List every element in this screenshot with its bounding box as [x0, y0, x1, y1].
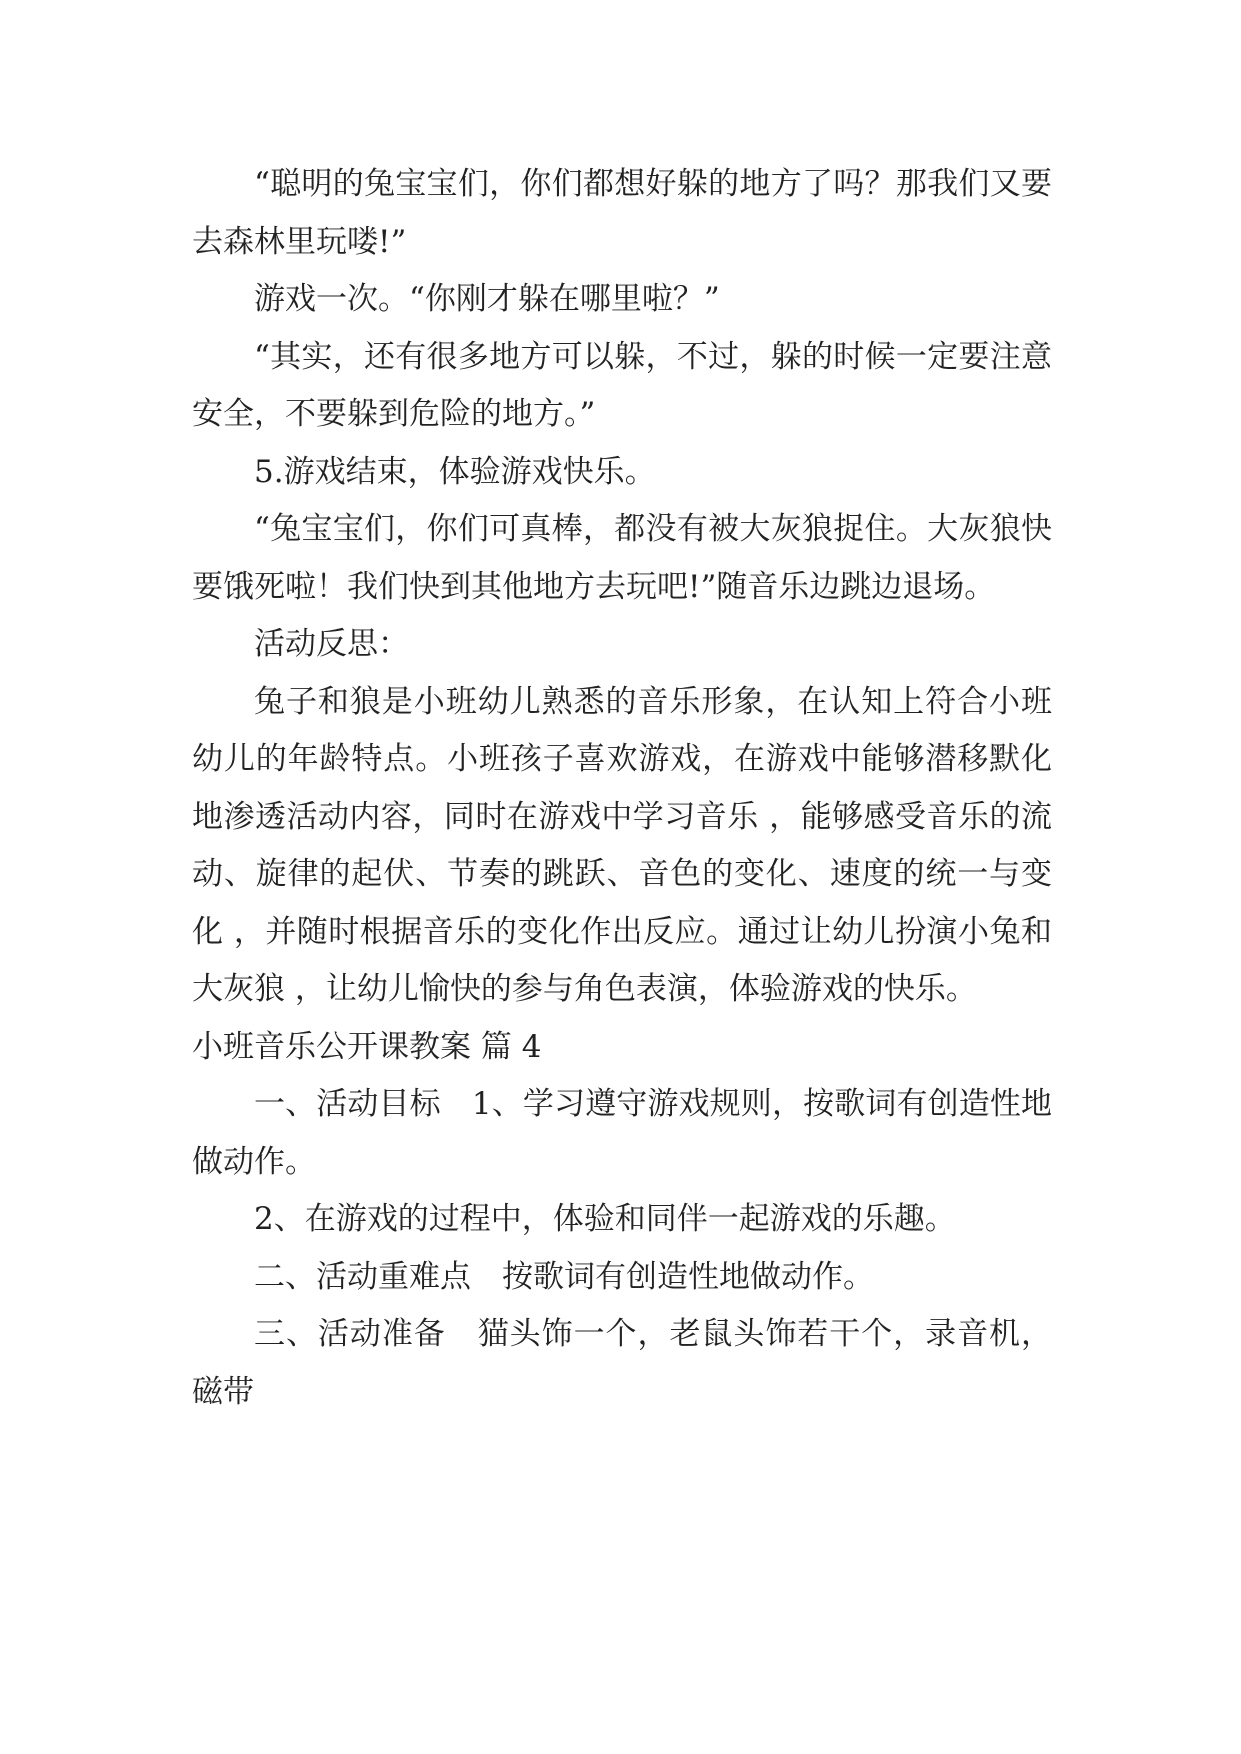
paragraph-3: “其实，还有很多地方可以躲，不过，躲的时候一定要注意安全，不要躲到危险的地方。” [192, 338, 1052, 432]
section-paragraph-3: 二、活动重难点 按歌词有创造性地做动作。 [254, 1258, 874, 1295]
paragraph-reflection-title: 活动反思： [254, 626, 409, 662]
paragraph-4: 5.游戏结束，体验游戏快乐。 [254, 453, 656, 490]
section-heading: 小班音乐公开课教案 篇 4 [192, 1028, 542, 1065]
paragraph-2: 游戏一次。“你刚才躲在哪里啦？” [254, 281, 720, 317]
section-paragraph-2: 2、在游戏的过程中，体验和同伴一起游戏的乐趣。 [254, 1201, 956, 1237]
paragraph-reflection-body: 兔子和狼是小班幼儿熟悉的音乐形象，在认知上符合小班幼儿的年龄特点。小班孩子喜欢游戏，在游戏中能够潜移默化地渗透活动内容，同时在游戏中学习音乐 ，能够感受音乐的流动、旋律的起伏、节奏的跳跃、音色的变化、速度的统一与变化 ，并随时根据音乐的变化作出反应。通过让幼儿扮演小兔和大灰狼 ，让幼儿愉快的参与角色表演，体验游戏的快乐。 [192, 683, 1052, 1007]
paragraph-1: “聪明的兔宝宝们，你们都想好躲的地方了吗？那我们又要去森林里玩喽!” [192, 166, 1052, 260]
section-paragraph-1: 一、活动目标 1、学习遵守游戏规则，按歌词有创造性地做动作。 [192, 1086, 1052, 1180]
document-body [192, 156, 1052, 1421]
paragraph-5: “兔宝宝们，你们可真棒，都没有被大灰狼捉住。大灰狼快要饿死啦！我们快到其他地方去玩吧!”随音乐边跳边退场。 [192, 511, 1052, 605]
section-paragraph-4: 三、活动准备 猫头饰一个，老鼠头饰若干个，录音机，磁带 [192, 1316, 1052, 1410]
